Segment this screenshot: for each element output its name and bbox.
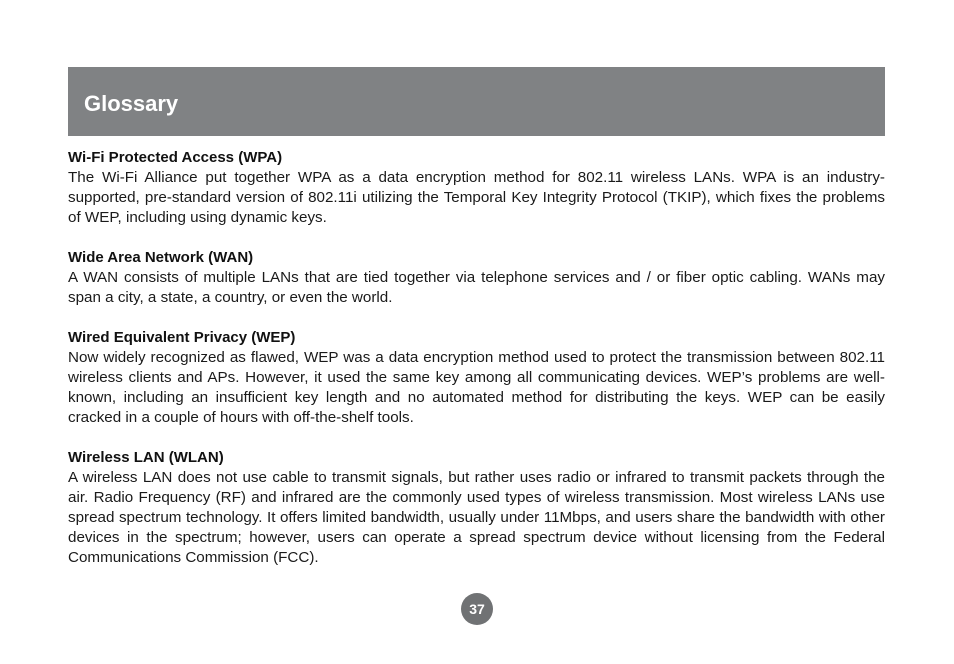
glossary-content — [68, 148, 885, 588]
glossary-entry-wan — [68, 248, 885, 308]
glossary-term: Wide Area Network (WAN) — [68, 249, 254, 266]
glossary-term: Wireless LAN (WLAN) — [68, 449, 224, 466]
page-title: Glossary — [84, 91, 179, 116]
page-number-badge: 37 — [461, 593, 493, 625]
glossary-entry-wpa — [68, 148, 885, 228]
header-bar — [68, 67, 885, 136]
glossary-definition: A WAN consists of multiple LANs that are tied together via telephone services and / or fiber optic cabling. WANs may span a city, a state, a country, or even the world. — [68, 269, 885, 306]
glossary-term: Wired Equivalent Privacy (WEP) — [68, 329, 296, 346]
glossary-definition: The Wi-Fi Alliance put together WPA as a data encryption method for 802.11 wireless LANs. WPA is an industry-supported, pre-standard version of 802.11i utilizing the Temporal Key Integrity Protocol (TKIP), which fixes the problems of WEP, including using dynamic keys. — [68, 169, 885, 226]
glossary-term: Wi-Fi Protected Access (WPA) — [68, 149, 283, 166]
glossary-entry-wlan — [68, 448, 885, 568]
glossary-definition: Now widely recognized as flawed, WEP was a data encryption method used to protect the transmission between 802.11 wireless clients and APs. However, it used the same key among all communicating devices. WEP’s problems are well-known, including an insufficient key length and no automated method for distributing the keys. WEP can be easily cracked in a couple of hours with off-the-shelf tools. — [68, 349, 885, 426]
glossary-entry-wep — [68, 328, 885, 428]
glossary-definition: A wireless LAN does not use cable to transmit signals, but rather uses radio or infrared to transmit packets through the air. Radio Frequency (RF) and infrared are the commonly used types of wireless transmission. Most wireless LANs use spread spectrum technology. It offers limited bandwidth, usually under 11Mbps, and users share the bandwidth with other devices in the spectrum; however, users can operate a spread spectrum device without licensing from the Federal Communications Commission (FCC). — [68, 469, 885, 566]
